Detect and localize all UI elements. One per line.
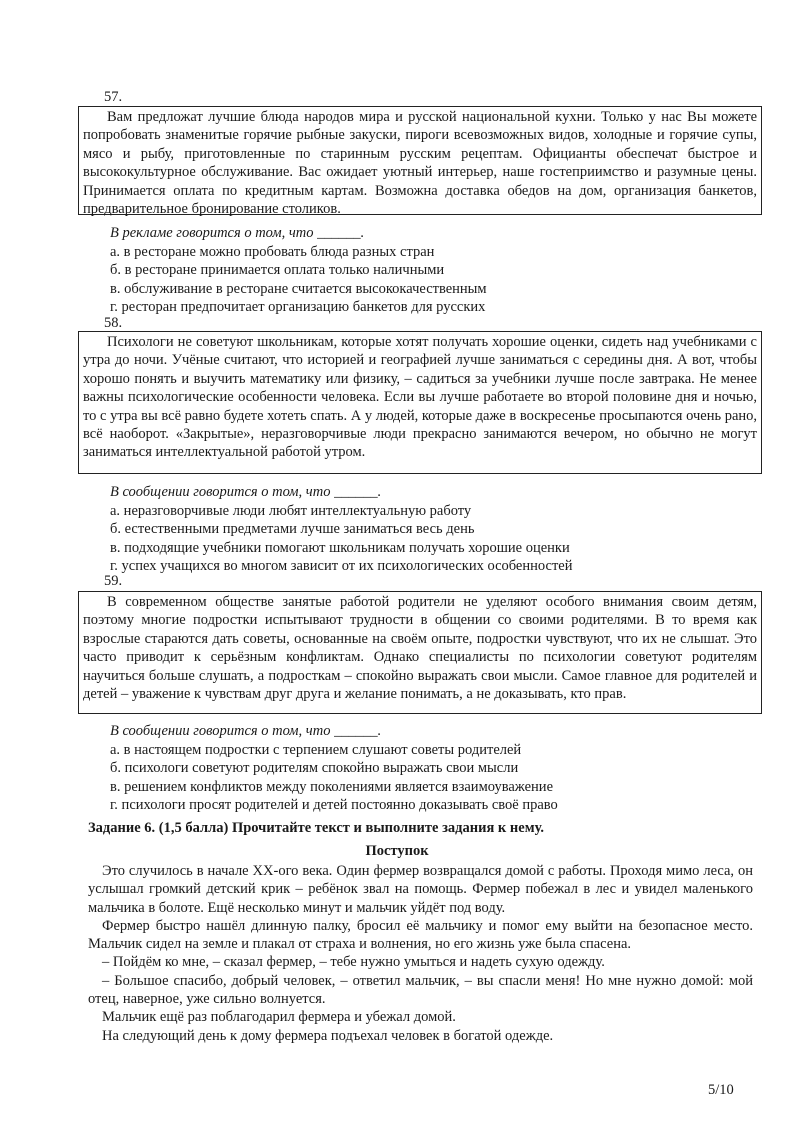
page-number: 5/10: [708, 1082, 734, 1098]
question-59-text-box: [78, 591, 762, 714]
question-59-text: В современном обществе занятые работой родители не уделяют особого внимания своим детям, поэтому многие подростки испытывают трудности в общении со своими родителями. В то время как взрослые стараются дать советы, основанные на своём опыте, подростки чувствуют, что их не слышат. Это часто приводит к серьёзным конфликтам. Однако специалисты по психологии советуют родителям научиться больше слушать, а подросткам – спокойно выражать свои мысли. Самое главное для родителей и детей – уважение к чувствам друг друга и желание понимать, а не доказывать, кто прав.: [83, 594, 757, 703]
question-57-number: 57.: [104, 89, 123, 105]
question-57-prompt: В рекламе говорится о том, что ______.: [110, 225, 365, 241]
question-57-option-c[interactable]: в. обслуживание в ресторане считается высококачественным: [110, 280, 487, 297]
question-59-option-b[interactable]: б. психологи советуют родителям спокойно выражать свои мысли: [110, 760, 519, 777]
question-58-number: 58.: [104, 315, 123, 331]
question-59-number: 59.: [104, 573, 123, 589]
story-paragraph: – Пойдём ко мне, – сказал фермер, – тебе нужно умыться и надеть сухую одежду.: [102, 954, 605, 971]
story-text: [88, 862, 753, 1045]
story-paragraph: На следующий день к дому фермера подъехал человек в богатой одежде.: [102, 1027, 554, 1044]
question-59-option-c[interactable]: в. решением конфликтов между поколениями является взаимоуважение: [110, 778, 554, 795]
question-58-text-box: [78, 331, 762, 474]
question-57-option-d[interactable]: г. ресторан предпочитает организацию банкетов для русских: [110, 299, 486, 316]
story-paragraph: Мальчик ещё раз поблагодарил фермера и убежал домой.: [102, 1009, 456, 1026]
question-59-answers: [110, 722, 750, 815]
question-58-option-b[interactable]: б. естественными предметами лучше заниматься весь день: [110, 521, 475, 538]
story-title: Поступок: [365, 843, 429, 859]
question-58-option-a[interactable]: а. неразговорчивые люди любят интеллектуальную работу: [110, 502, 472, 519]
question-58-prompt: В сообщении говорится о том, что ______.: [110, 484, 382, 500]
story-paragraph: Это случилось в начале XX-ого века. Один фермер возвращался домой с работы. Проходя мимо леса, он услышал громкий детский крик – ребёнок звал на помощь. Фермер побежал в лес и увидел маленького мальчика в болоте. Ещё несколько минут и мальчик уйдёт под воду.: [88, 863, 753, 916]
question-58-text: Психологи не советуют школьникам, которые хотят получать хорошие оценки, сидеть над учебниками с утра до ночи. Учёные считают, что историей и географией лучше заниматься с середины дня. А вот, чтобы хорошо понять и выучить математику или физику, – садиться за учебники лучше после завтрака. Не менее важны психологические особенности человека. Если вы лучше работаете во второй половине дня и ночью, то с утра вы всё равно будете хотеть спать. А у людей, которые даже в воскресенье просыпаются очень рано, всё наоборот. «Закрытые», неразговорчивые люди прекрасно занимаются вечером, но обычно не могут заниматься интеллектуальной работой утром.: [83, 334, 758, 461]
question-59-option-a[interactable]: а. в настоящем подростки с терпением слушают советы родителей: [110, 741, 522, 758]
question-57-option-a[interactable]: а. в ресторане можно пробовать блюда разных стран: [110, 243, 435, 260]
question-57-text-box: [78, 106, 762, 218]
question-58-option-c[interactable]: в. подходящие учебники помогают школьникам получать хорошие оценки: [110, 539, 570, 556]
question-57-text: Вам предложат лучшие блюда народов мира и русской национальной кухни. Только у нас Вы можете попробовать знаменитые горячие рыбные закуски, пироги всевозможных видов, холодные и горячие супы, мясо и рыбу, приготовленные по старинным русским рецептам. Официанты обеспечат быстрое и высококультурное обслуживание. Вас ожидает уютный интерьер, наше гостеприимство и разумные цены. Принимается оплата по кредитным картам. Возможна доставка обедов на дом, организация банкетов, предварительное бронирование столиков.: [83, 109, 757, 218]
question-57-option-b[interactable]: б. в ресторане принимается оплата только наличными: [110, 262, 445, 279]
story-paragraph: – Большое спасибо, добрый человек, – ответил мальчик, – вы спасли меня! Но мне нужно домой: мой отец, наверное, уже сильно волнуется.: [88, 972, 753, 1008]
task-6-heading: Задание 6. (1,5 балла) Прочитайте текст и выполните задания к нему.: [88, 820, 544, 836]
question-57-answers: [110, 224, 750, 317]
question-58-option-d[interactable]: г. успех учащихся во многом зависит от их психологических особенностей: [110, 558, 573, 575]
question-58-answers: [110, 483, 750, 576]
question-59-option-d[interactable]: г. психологи просят родителей и детей постоянно доказывать своё право: [110, 797, 558, 814]
question-59-prompt: В сообщении говорится о том, что ______.: [110, 723, 382, 739]
story-paragraph: Фермер быстро нашёл длинную палку, бросил её мальчику и помог ему выйти на безопасное место. Мальчик сидел на земле и плакал от страха и волнения, но его жизнь уже была спасена.: [88, 917, 753, 953]
